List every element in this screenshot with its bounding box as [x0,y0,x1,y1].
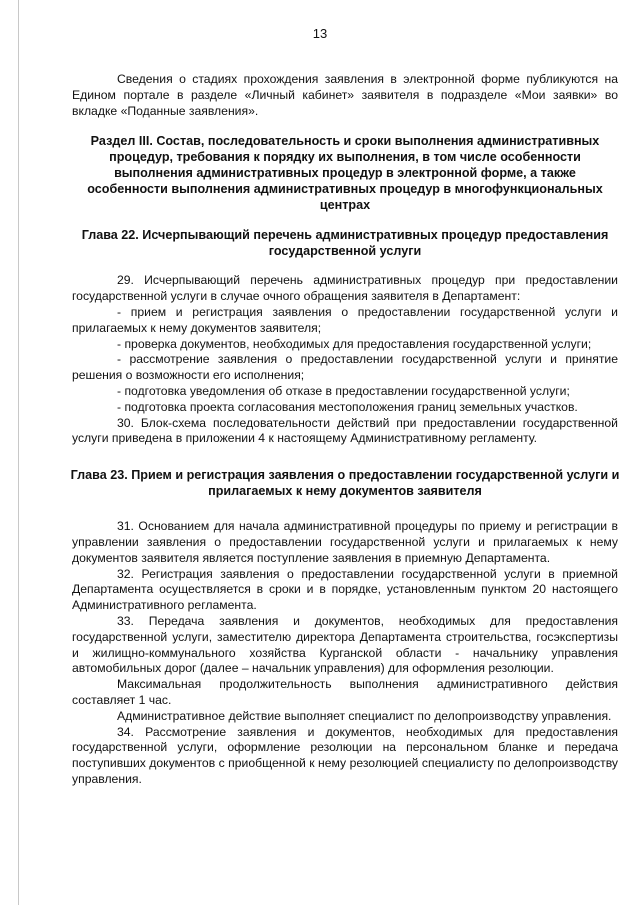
paragraph-30: 30. Блок-схема последовательности действий при предоставлении государственной услуги приведена в приложении 4 к настоящему Административному регламенту. [72,415,618,446]
paragraph-33: 33. Передача заявления и документов, необходимых для предоставления государственной услуги, заместителю директора Департамента строительства, госэкспертизы и жилищно-коммунального хозяйства Курганской области - начальнику управления автомобильных дорог (далее – начальник управления) для оформления резолюции. [72,613,618,676]
section-title: Раздел III. Состав, последовательность и сроки выполнения административных процедур, требования к порядку их выполнения, в том числе особенности выполнения административных процедур в электронной форме, а также особенности выполнения административных процедур в многофункциональных центрах [87,134,603,213]
chapter-23-title: Глава 23. Прием и регистрация заявления о предоставлении государственной услуги и прилагаемых к нему документов заявителя [70,468,620,499]
page-content [72,72,618,788]
executor-paragraph: Административное действие выполняет специалист по делопроизводству управления. [117,708,612,723]
list-item: - подготовка уведомления об отказе в предоставлении государственной услуги; [117,383,570,398]
paragraph-31: 31. Основанием для начала административной процедуры по приему и регистрации в управлении заявления о предоставлении государственной услуги и прилагаемых к нему документов заявителя является поступление заявления в приемную Департамента. [72,519,618,565]
list-item: - рассмотрение заявления о предоставлении государственной услуги и принятие решения о возможности его исполнения; [72,352,618,383]
page-number: 13 [312,26,328,41]
paragraph-29: 29. Исчерпывающий перечень административных процедур при предоставлении государственной услуги в случае очного обращения заявителя в Департамент: [72,273,618,304]
max-duration-paragraph: Максимальная продолжительность выполнения административного действия составляет 1 час. [72,677,618,707]
intro-paragraph: Сведения о стадиях прохождения заявления в электронной форме публикуются на Едином портале в разделе «Личный кабинет» заявителя в подразделе «Мои заявки» во вкладке «Поданные заявления». [72,72,618,118]
paragraph-32: 32. Регистрация заявления о предоставлении государственной услуги в приемной Департамента осуществляется в сроки и в порядке, установленным пунктом 20 настоящего Административного регламента. [72,566,618,613]
list-item: - проверка документов, необходимых для предоставления государственной услуги; [117,336,592,351]
list-item: - подготовка проекта согласования местоположения границ земельных участков. [117,399,578,414]
chapter-22-title: Глава 22. Исчерпывающий перечень административных процедур предоставления государственной услуги [81,228,609,259]
scan-edge-line [18,0,19,905]
paragraph-34: 34. Рассмотрение заявления и документов, необходимых для предоставления государственной услуги, оформление резолюции на персональном бланке и передача поступивших документов с приобщенной к нему резолюцией специалисту по делопроизводству управления. [72,724,618,786]
list-item: - прием и регистрация заявления о предоставлении государственной услуги и прилагаемых к нему документов заявителя; [72,304,618,335]
